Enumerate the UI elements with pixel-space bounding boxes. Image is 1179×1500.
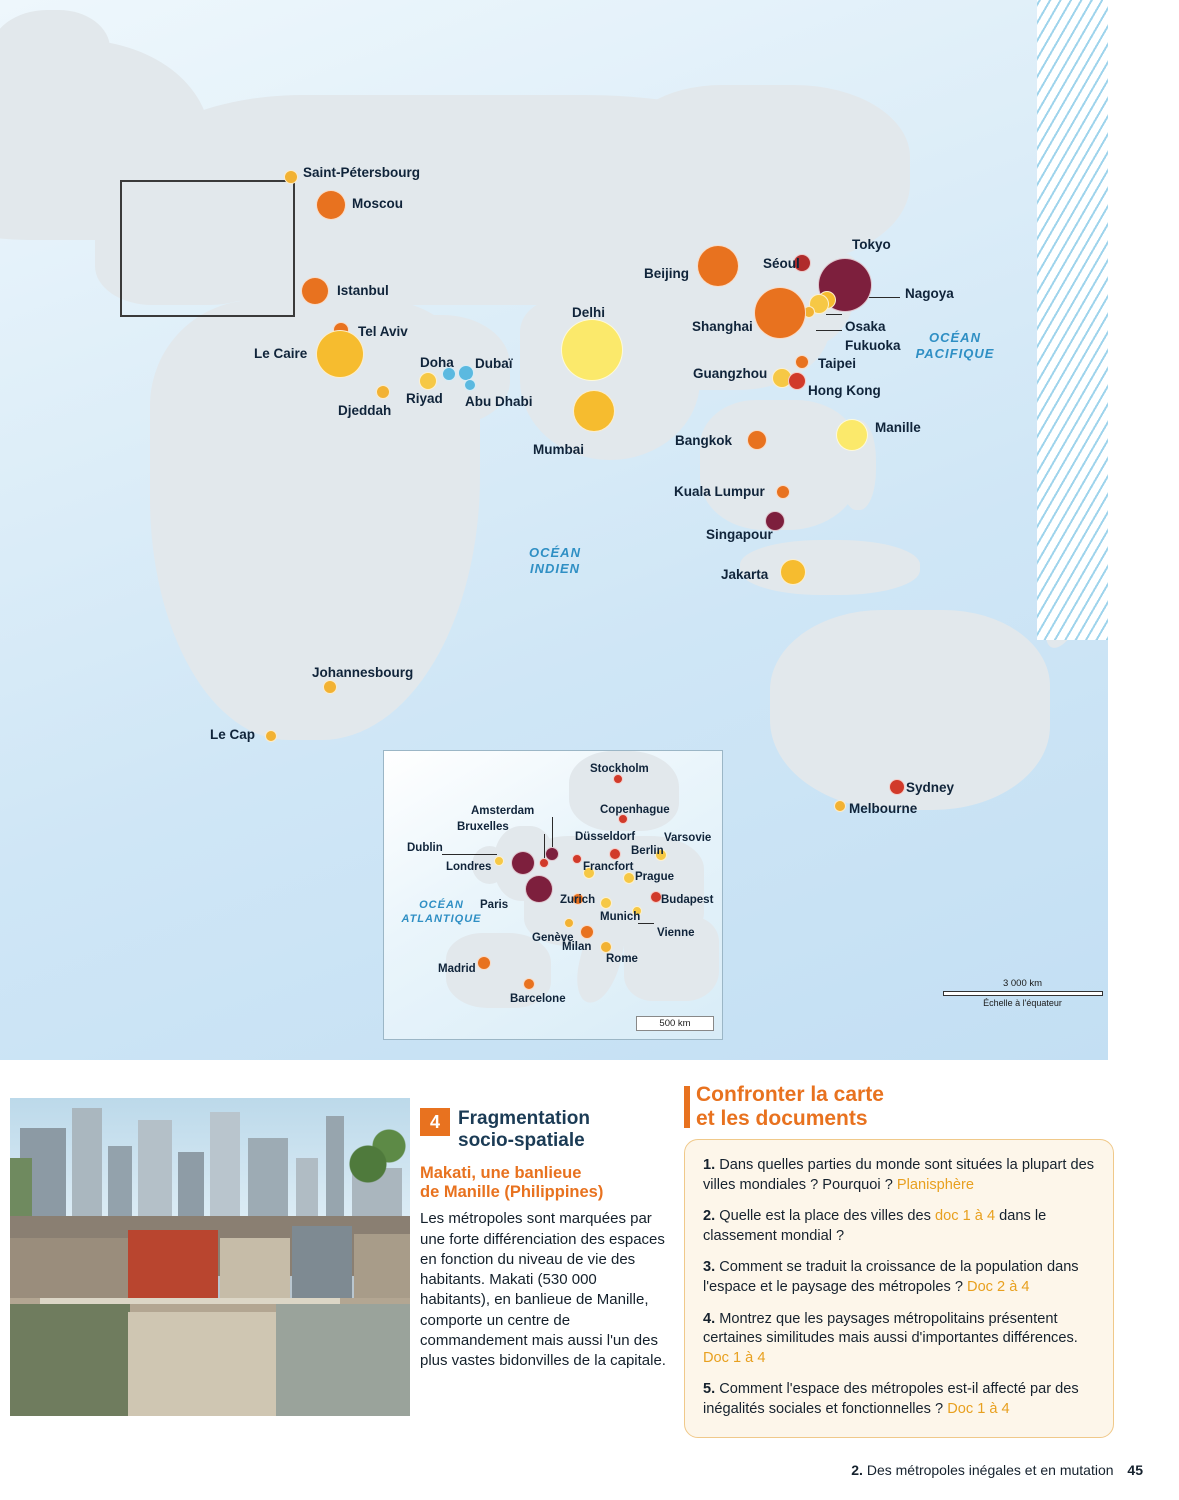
inset-city-label: Prague (635, 871, 674, 883)
questions-panel (684, 1083, 1114, 1438)
inset-city-dot[interactable] (572, 854, 582, 864)
doc4-subtitle-line1: Makati, une banlieue (420, 1163, 582, 1182)
inset-city-dot[interactable] (477, 956, 491, 970)
city-label: Séoul (763, 256, 800, 271)
inset-city-dot[interactable] (494, 856, 504, 866)
footer-chapter-title: Des métropoles inégales et en mutation (866, 1462, 1114, 1478)
question-number: 2. (703, 1208, 716, 1225)
city-label: Mumbai (533, 442, 585, 457)
leader-line-osaka (826, 314, 842, 315)
questions-heading-line2: et les documents (696, 1107, 868, 1131)
city-label: Jakarta (721, 567, 769, 582)
city-dot[interactable] (301, 277, 329, 305)
city-dot[interactable] (376, 385, 390, 399)
question-text: Montrez que les paysages métropolitains présentent certaines similitudes mais aussi d'importantes différences. (703, 1310, 1078, 1347)
questions-heading-line1: Confronter la carte (696, 1083, 884, 1106)
city-dot[interactable] (834, 800, 846, 812)
question-number: 4. (703, 1310, 716, 1327)
city-dot[interactable] (788, 372, 806, 390)
page-number: 45 (1127, 1462, 1143, 1478)
question-item (703, 1258, 1095, 1297)
city-dot[interactable] (889, 779, 905, 795)
inset-city-label: Amsterdam (471, 805, 535, 817)
doc4-body: Les métropoles sont marquées par une forte différenciation des espaces en fonction du niveau de vie des habitants. Makati (530 000 habitants), en banlieue de Manille, comporte un centre de commandement mais aussi l'un des plus vastes bidonvilles de la capitale. (420, 1210, 666, 1370)
city-dot[interactable] (836, 419, 868, 451)
city-label: Bangkok (675, 433, 733, 448)
page-footer (851, 1462, 1143, 1478)
europe-inset-map (383, 750, 723, 1040)
question-ref[interactable]: Doc 1 à 4 (703, 1349, 766, 1366)
city-label: Taipei (818, 356, 857, 371)
doc4-subtitle-line2: de Manille (Philippines) (420, 1183, 604, 1202)
ocean-label-pacific (900, 330, 1010, 363)
city-label: Dubaï (475, 356, 513, 371)
questions-heading (684, 1083, 1114, 1131)
city-label: Melbourne (849, 801, 918, 816)
city-label: Nagoya (905, 286, 954, 301)
question-text: Comment l'espace des métropoles est-il affecté par des inégalités sociales et fonctionnelles ? (703, 1381, 1079, 1417)
question-text: Dans quelles parties du monde sont situées la plupart des villes mondiales ? Pourquoi ? (703, 1157, 1095, 1193)
city-dot[interactable] (561, 319, 623, 381)
city-dot[interactable] (316, 330, 364, 378)
inset-city-label: Vienne (657, 927, 695, 939)
ocean-label-indian-line1: OCÉAN (529, 545, 581, 560)
city-label: Le Cap (210, 727, 256, 742)
inset-city-dot[interactable] (580, 925, 594, 939)
city-label: Djeddah (338, 403, 392, 418)
city-dot[interactable] (780, 559, 806, 585)
city-dot[interactable] (754, 287, 806, 339)
inset-city-dot[interactable] (600, 941, 612, 953)
doc4-title (420, 1108, 670, 1152)
map-scale-main (940, 978, 1105, 1008)
question-ref[interactable]: Planisphère (896, 1176, 974, 1193)
inset-city-label: Rome (606, 953, 638, 965)
inset-city-label: Paris (480, 899, 509, 911)
map-scale-main-caption: Échelle à l'équateur (983, 998, 1062, 1008)
inset-city-dot[interactable] (623, 872, 635, 884)
city-dot[interactable] (323, 680, 337, 694)
footer-chapter-number: 2. (851, 1462, 863, 1478)
city-label: Riyad (406, 391, 443, 406)
question-number: 3. (703, 1259, 716, 1276)
city-dot[interactable] (697, 245, 739, 287)
city-label: Shanghai (692, 319, 753, 334)
inset-city-label: Dublin (407, 842, 443, 854)
inset-city-dot[interactable] (523, 978, 535, 990)
map-scale-inset (636, 1016, 714, 1031)
ocean-label-atlantic-line1: OCÉAN (419, 899, 464, 911)
ocean-label-indian (500, 545, 610, 578)
city-label: Istanbul (337, 283, 389, 298)
inset-city-dot[interactable] (600, 897, 612, 909)
question-text: Comment se traduit la croissance de la population dans l'espace et le paysage des métropoles ? (703, 1259, 1079, 1296)
landmass-southeast-asia (700, 400, 860, 530)
question-text: Quelle est la place des villes des (719, 1208, 931, 1225)
inset-city-label: Milan (562, 941, 592, 953)
inset-city-label: Madrid (438, 963, 476, 975)
question-ref[interactable]: doc 1 à 4 (935, 1208, 996, 1225)
inset-city-label: Francfort (583, 861, 634, 873)
europe-focus-frame (120, 180, 295, 317)
decorative-hatch-band (1037, 0, 1108, 640)
question-number: 1. (703, 1157, 716, 1174)
doc4-title-line1: Fragmentation (458, 1108, 590, 1129)
inset-city-label: Genève (532, 932, 574, 944)
city-dot[interactable] (316, 190, 346, 220)
city-label: Manille (875, 420, 921, 435)
map-scale-main-label: 3 000 km (1002, 978, 1043, 989)
ocean-label-pacific-line2: PACIFIQUE (915, 346, 995, 362)
doc4-subtitle (420, 1164, 670, 1204)
question-ref[interactable]: Doc 2 à 4 (967, 1279, 1030, 1296)
inset-city-label: Düsseldorf (575, 831, 636, 843)
inset-city-label: Stockholm (590, 763, 649, 775)
city-dot[interactable] (795, 355, 809, 369)
city-dot[interactable] (419, 372, 437, 390)
inset-city-label: Londres (446, 861, 492, 873)
city-label: Fukuoka (845, 338, 901, 353)
inset-city-label: Copenhague (600, 804, 670, 816)
city-dot[interactable] (284, 170, 298, 184)
leader-line-vienne (638, 923, 654, 924)
city-label: Moscou (352, 196, 404, 211)
city-label: Sydney (906, 780, 955, 795)
city-label: Tokyo (852, 237, 891, 252)
ocean-label-atlantic (389, 899, 494, 927)
city-label: Osaka (845, 319, 886, 334)
city-label: Hong Kong (808, 383, 881, 398)
photo-makati-manila (10, 1098, 410, 1416)
city-label: Le Caire (254, 346, 308, 361)
city-label: Delhi (572, 305, 606, 320)
city-label: Johannesbourg (312, 665, 414, 680)
city-label: Guangzhou (693, 366, 768, 381)
doc4-number: 4 (420, 1108, 450, 1136)
city-dot[interactable] (573, 390, 615, 432)
city-dot[interactable] (747, 430, 767, 450)
inset-city-label: Munich (600, 911, 641, 923)
ocean-label-pacific-line1: OCÉAN (929, 330, 981, 345)
inset-city-label: Bruxelles (457, 821, 509, 833)
city-label: Singapour (706, 527, 773, 542)
leader-line-dublin (442, 854, 497, 855)
question-item (703, 1207, 1095, 1246)
landmass-greenland (0, 10, 110, 100)
city-label: Beijing (644, 266, 690, 281)
city-label: Tel Aviv (358, 324, 408, 339)
leader-line-fukuoka (816, 330, 842, 331)
city-label: Saint-Pétersbourg (303, 165, 421, 180)
city-dot[interactable] (776, 485, 790, 499)
inset-city-dot[interactable] (525, 875, 553, 903)
question-item (703, 1380, 1095, 1419)
question-text-after: dans le classement mondial ? (703, 1208, 1047, 1244)
ocean-label-atlantic-line2: ATLANTIQUE (401, 912, 482, 925)
question-item (703, 1156, 1095, 1195)
inset-city-label: Budapest (661, 894, 714, 906)
inset-city-label: Varsovie (664, 832, 712, 844)
inset-city-label: Zurich (560, 894, 596, 906)
city-dot[interactable] (265, 730, 277, 742)
question-ref[interactable]: Doc 1 à 4 (947, 1400, 1010, 1417)
city-label: Abu Dhabi (465, 394, 533, 409)
questions-box (684, 1139, 1114, 1438)
map-scale-inset-label: 500 km (659, 1018, 691, 1029)
inset-city-dot[interactable] (539, 858, 549, 868)
question-number: 5. (703, 1381, 716, 1398)
inset-city-dot[interactable] (609, 848, 621, 860)
ocean-label-indian-line2: INDIEN (529, 561, 581, 577)
question-item (703, 1310, 1095, 1369)
city-dot[interactable] (464, 379, 476, 391)
inset-city-dot[interactable] (564, 918, 574, 928)
inset-city-dot[interactable] (511, 851, 535, 875)
inset-city-label: Barcelone (510, 993, 566, 1005)
doc4-block (420, 1108, 670, 1371)
city-label: Doha (420, 355, 454, 370)
city-label: Kuala Lumpur (674, 484, 765, 499)
inset-city-label: Berlin (631, 845, 664, 857)
doc4-title-line2: socio-spatiale (458, 1129, 585, 1151)
inset-city-dot[interactable] (613, 774, 623, 784)
